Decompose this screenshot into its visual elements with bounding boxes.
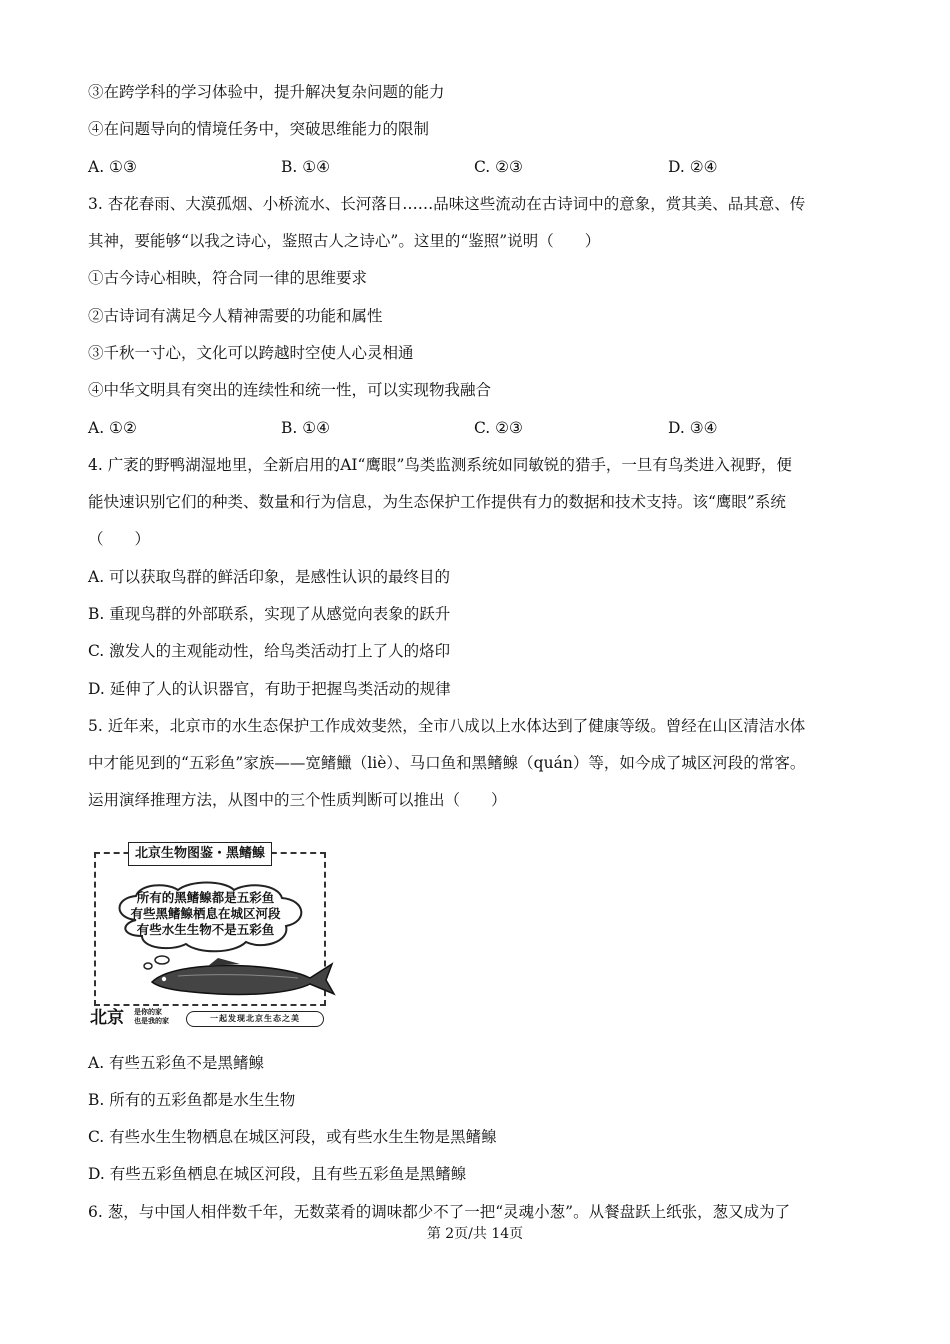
q5-stem-line-2: 中才能见到的“五彩鱼”家族——宽鳍鱲（liè）、马口鱼和黑鳍鳈（quán）等，如今成了城区河段的常客。	[88, 754, 806, 772]
q2-option-b[interactable]: B. ①④	[281, 158, 331, 176]
premise-1: 所有的黑鳍鳈都是五彩鱼	[136, 890, 275, 905]
beijing-subtitle	[134, 1008, 174, 1026]
figure-title: 北京生物图鉴・黑鳍鳈	[128, 842, 272, 866]
cloud-text	[118, 890, 293, 938]
q3-options	[88, 418, 878, 438]
q2-options	[88, 157, 878, 177]
q3-item-3: ③千秋一寸心，文化可以跨越时空使人心灵相通	[88, 344, 414, 362]
q3-option-a[interactable]: A. ①②	[88, 419, 137, 437]
q4-option-d[interactable]: D. 延伸了人的认识器官，有助于把握鸟类活动的规律	[88, 680, 451, 698]
q5-option-c[interactable]: C. 有些水生生物栖息在城区河段，或有些水生生物是黑鳍鳈	[88, 1128, 497, 1146]
q2-option-d[interactable]: D. ②④	[668, 158, 718, 176]
q3-option-c[interactable]: C. ②③	[474, 419, 523, 437]
q2-option-a[interactable]: A. ①③	[88, 158, 137, 176]
page-footer: 第 2页/共 14页	[426, 1226, 524, 1242]
q5-option-b[interactable]: B. 所有的五彩鱼都是水生生物	[88, 1091, 296, 1109]
beijing-subtitle-line-1: 是你的家	[134, 1008, 162, 1016]
q5-option-a[interactable]: A. 有些五彩鱼不是黑鳍鳈	[88, 1054, 265, 1072]
premise-2: 有些黑鳍鳈栖息在城区河段	[130, 906, 281, 921]
premise-3: 有些水生生物不是五彩鱼	[136, 922, 275, 937]
q3-item-1: ①古今诗心相映，符合同一律的思维要求	[88, 269, 368, 287]
item-3-text: ③在跨学科的学习体验中，提升解决复杂问题的能力	[88, 83, 445, 101]
q3-stem-line-2: 其神，要能够“以我之诗心，鉴照古人之诗心”。这里的“鉴照”说明（ ）	[88, 232, 601, 250]
q3-item-2: ②古诗词有满足今人精神需要的功能和属性	[88, 307, 383, 325]
q3-option-b[interactable]: B. ①④	[281, 419, 331, 437]
slogan-badge: 一起发现北京生态之美	[186, 1011, 324, 1027]
q4-stem-line-3: （ ）	[88, 530, 151, 548]
beijing-label: 北京	[90, 1008, 124, 1028]
q3-option-d[interactable]: D. ③④	[668, 419, 718, 437]
item-4-text: ④在问题导向的情境任务中，突破思维能力的限制	[88, 120, 430, 138]
q6-stem-line-1: 6. 葱，与中国人相伴数千年，无数菜肴的调味都少不了一把“灵魂小葱”。从餐盘跃上纸张，葱又成为了	[88, 1203, 791, 1221]
q4-stem-line-1: 4. 广袤的野鸭湖湿地里，全新启用的AI“鹰眼”鸟类监测系统如同敏锐的猎手，一旦有鸟类进入视野，便	[88, 456, 792, 474]
q5-option-d[interactable]: D. 有些五彩鱼栖息在城区河段，且有些五彩鱼是黑鳍鳈	[88, 1165, 467, 1183]
q3-item-4: ④中华文明具有突出的连续性和统一性，可以实现物我融合	[88, 381, 492, 399]
fish-icon	[148, 958, 336, 998]
fish-illustration	[88, 838, 338, 1033]
q4-stem-line-2: 能快速识别它们的种类、数量和行为信息，为生态保护工作提供有力的数据和技术支持。该“鹰眼”系统	[88, 493, 786, 511]
q4-option-b[interactable]: B. 重现鸟群的外部联系，实现了从感觉向表象的跃升	[88, 605, 451, 623]
q5-stem-line-3: 运用演绎推理方法，从图中的三个性质判断可以推出（ ）	[88, 791, 507, 809]
q4-option-a[interactable]: A. 可以获取鸟群的鲜活印象，是感性认识的最终目的	[88, 568, 451, 586]
q4-option-c[interactable]: C. 激发人的主观能动性，给鸟类活动打上了人的烙印	[88, 642, 451, 660]
beijing-subtitle-line-2: 也是我的家	[134, 1017, 169, 1025]
q5-stem-line-1: 5. 近年来，北京市的水生态保护工作成效斐然，全市八成以上水体达到了健康等级。曾经在山区清洁水体	[88, 717, 806, 735]
q2-option-c[interactable]: C. ②③	[474, 158, 523, 176]
q3-stem-line-1: 3. 杏花春雨、大漠孤烟、小桥流水、长河落日……品味这些流动在古诗词中的意象，赏其美、品其意、传	[88, 195, 806, 213]
